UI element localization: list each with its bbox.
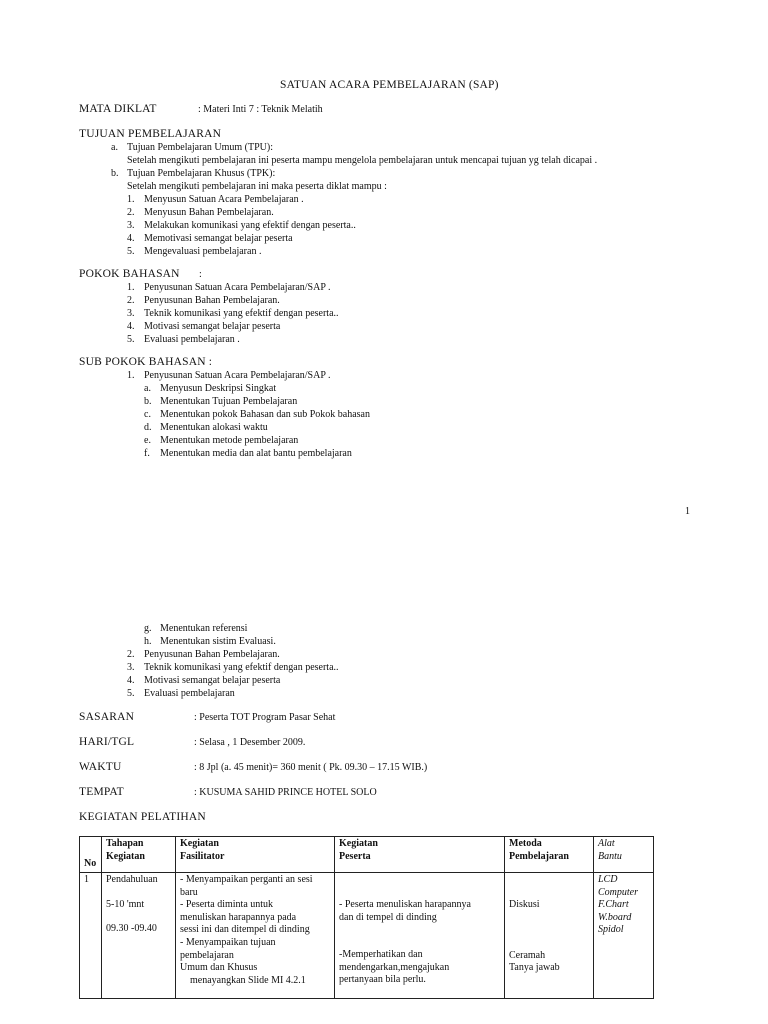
list-item: e. bbox=[144, 435, 151, 446]
list-item-text: Motivasi semangat belajar peserta bbox=[144, 675, 281, 686]
list-item: 1. bbox=[127, 370, 135, 381]
cell-metoda: Diskusi Ceramah Tanya jawab bbox=[505, 873, 594, 999]
list-item-text: Menyusun Bahan Pembelajaran. bbox=[144, 207, 274, 218]
sasaran-value: : Peserta TOT Program Pasar Sehat bbox=[194, 712, 336, 723]
sub-pokok-heading: SUB POKOK BAHASAN : bbox=[79, 356, 213, 368]
kegiatan-table bbox=[79, 836, 654, 999]
hari-value: : Selasa , 1 Desember 2009. bbox=[194, 737, 306, 748]
list-item-text: Menyusun Satuan Acara Pembelajaran . bbox=[144, 194, 304, 205]
list-item: 3. bbox=[127, 662, 135, 673]
cell-alat: LCD Computer F.Chart W.board Spidol bbox=[594, 873, 654, 999]
header-no: No bbox=[80, 837, 102, 873]
list-item-text: Evaluasi pembelajaran . bbox=[144, 334, 240, 345]
cell-no: 1 bbox=[80, 873, 102, 999]
list-item: b. bbox=[144, 396, 152, 407]
tpk-title: Tujuan Pembelajaran Khusus (TPK): bbox=[127, 168, 276, 179]
list-item-text: Motivasi semangat belajar peserta bbox=[144, 321, 281, 332]
tempat-value: : KUSUMA SAHID PRINCE HOTEL SOLO bbox=[194, 787, 377, 798]
tpu-title: Tujuan Pembelajaran Umum (TPU): bbox=[127, 142, 274, 153]
page-title: SATUAN ACARA PEMBELAJARAN (SAP) bbox=[280, 79, 499, 91]
list-item: 3. bbox=[127, 308, 135, 319]
list-item-text: Teknik komunikasi yang efektif dengan peserta.. bbox=[144, 662, 339, 673]
list-item: 2. bbox=[127, 295, 135, 306]
list-item: c. bbox=[144, 409, 151, 420]
tpu-text: Setelah mengikuti pembelajaran ini peserta mampu mengelola pembelajaran untuk mencapai tujuan yg telah dicapai . bbox=[127, 155, 598, 166]
mata-diklat-label: MATA DIKLAT bbox=[79, 103, 157, 115]
list-item-text: Menentukan media dan alat bantu pembelajaran bbox=[160, 448, 352, 459]
pokok-colon: : bbox=[199, 269, 202, 280]
list-item-text: Teknik komunikasi yang efektif dengan peserta.. bbox=[144, 308, 339, 319]
list-item-text: Penyusunan Satuan Acara Pembelajaran/SAP . bbox=[144, 370, 331, 381]
waktu-value: : 8 Jpl (a. 45 menit)= 360 menit ( Pk. 09.30 – 17.15 WIB.) bbox=[194, 762, 428, 773]
list-item: 4. bbox=[127, 675, 135, 686]
list-item-text: Menentukan Tujuan Pembelajaran bbox=[160, 396, 298, 407]
list-item: h. bbox=[144, 636, 152, 647]
header-peserta: Kegiatan Peserta bbox=[335, 837, 505, 873]
kegiatan-heading: KEGIATAN PELATIHAN bbox=[79, 811, 206, 823]
list-item: 1. bbox=[127, 282, 135, 293]
list-item: 4. bbox=[127, 321, 135, 332]
list-item: 4. bbox=[127, 233, 135, 244]
list-item-text: Menentukan sistim Evaluasi. bbox=[160, 636, 276, 647]
list-item-text: Penyusunan Satuan Acara Pembelajaran/SAP . bbox=[144, 282, 331, 293]
list-item-text: Menentukan referensi bbox=[160, 623, 248, 634]
tpk-text: Setelah mengikuti pembelajaran ini maka peserta diklat mampu : bbox=[127, 181, 387, 192]
list-item: g. bbox=[144, 623, 152, 634]
tujuan-heading: TUJUAN PEMBELAJARAN bbox=[79, 128, 222, 140]
cell-fasilitator: - Menyampaikan perganti an sesi baru - Peserta diminta untuk menuliskan harapannya pada sessi ini dan ditempel di dinding - Menyampaikan tujuan pembelajaran Umum dan Khusus menayangkan Slide MI 4.2.1 bbox=[176, 873, 335, 999]
tpu-marker: a. bbox=[111, 142, 118, 153]
cell-peserta: - Peserta menuliskan harapannya dan di tempel di dinding -Memperhatikan dan mendengarkan,mengajukan pertanyaan bila perlu. bbox=[335, 873, 505, 999]
list-item: 1. bbox=[127, 194, 135, 205]
table-row bbox=[80, 873, 654, 999]
list-item-text: Melakukan komunikasi yang efektif dengan peserta.. bbox=[144, 220, 356, 231]
header-alat: Alat Bantu bbox=[594, 837, 654, 873]
list-item: 2. bbox=[127, 207, 135, 218]
tpk-marker: b. bbox=[111, 168, 119, 179]
hari-label: HARI/TGL bbox=[79, 736, 135, 748]
list-item: f. bbox=[144, 448, 150, 459]
list-item: 5. bbox=[127, 246, 135, 257]
list-item: 3. bbox=[127, 220, 135, 231]
cell-tahapan: Pendahuluan 5-10 'mnt 09.30 -09.40 bbox=[102, 873, 176, 999]
mata-diklat-value: : Materi Inti 7 : Teknik Melatih bbox=[198, 104, 323, 115]
table-header-row bbox=[80, 837, 654, 873]
list-item-text: Penyusunan Bahan Pembelajaran. bbox=[144, 649, 280, 660]
list-item: 5. bbox=[127, 334, 135, 345]
list-item-text: Menentukan pokok Bahasan dan sub Pokok bahasan bbox=[160, 409, 370, 420]
list-item-text: Menyusun Deskripsi Singkat bbox=[160, 383, 277, 394]
header-metoda: Metoda Pembelajaran bbox=[505, 837, 594, 873]
sasaran-label: SASARAN bbox=[79, 711, 135, 723]
list-item-text: Menentukan metode pembelajaran bbox=[160, 435, 299, 446]
header-fasilitator: Kegiatan Fasilitator bbox=[176, 837, 335, 873]
tempat-label: TEMPAT bbox=[79, 786, 124, 798]
page-number: 1 bbox=[685, 506, 690, 517]
pokok-heading: POKOK BAHASAN bbox=[79, 268, 180, 280]
list-item-text: Penyusunan Bahan Pembelajaran. bbox=[144, 295, 280, 306]
list-item: 2. bbox=[127, 649, 135, 660]
list-item-text: Menentukan alokasi waktu bbox=[160, 422, 268, 433]
list-item: 5. bbox=[127, 688, 135, 699]
waktu-label: WAKTU bbox=[79, 761, 122, 773]
list-item-text: Evaluasi pembelajaran bbox=[144, 688, 235, 699]
list-item-text: Mengevaluasi pembelajaran . bbox=[144, 246, 262, 257]
list-item-text: Memotivasi semangat belajar peserta bbox=[144, 233, 293, 244]
header-tahapan: Tahapan Kegiatan bbox=[102, 837, 176, 873]
list-item: d. bbox=[144, 422, 152, 433]
list-item: a. bbox=[144, 383, 151, 394]
